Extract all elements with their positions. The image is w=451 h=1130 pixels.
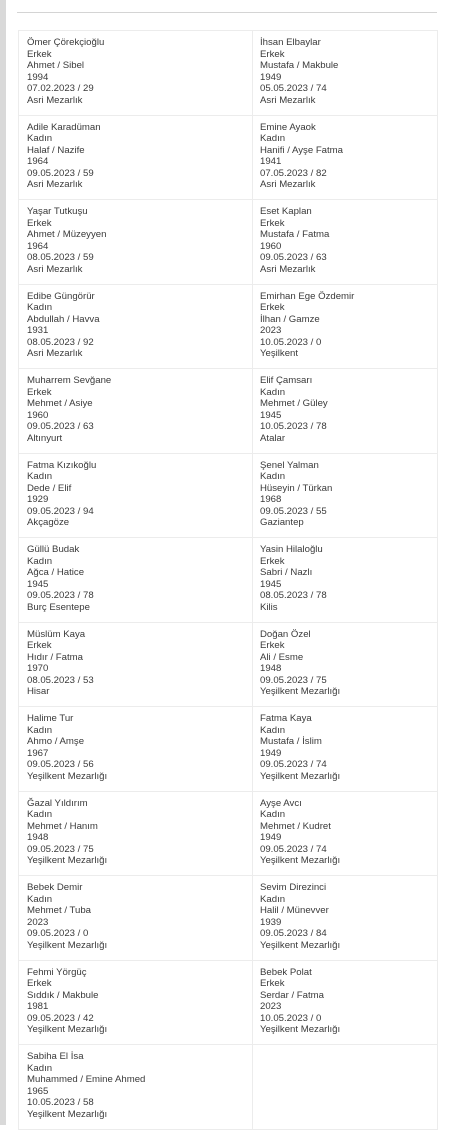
record-card [19, 369, 253, 454]
record-death-date-age: 09.05.2023 / 63 [260, 252, 327, 264]
record-burial-place: Yeşilkent Mezarlığı [260, 855, 341, 867]
record-birth-year: 1941 [260, 156, 282, 168]
record-card [19, 623, 253, 708]
record-birth-year: 1945 [27, 578, 49, 590]
record-parents: Mustafa / İslim [260, 736, 322, 748]
record-gender: Kadın [27, 724, 53, 736]
record-parents: Ağca / Hatice [27, 567, 85, 579]
record-name: Muharrem Sevğane [27, 375, 112, 386]
record-name: Ayşe Avcı [260, 797, 302, 809]
record-name: Güllü Budak [27, 544, 80, 555]
record-birth-year: 1960 [27, 409, 49, 421]
record-burial-place: Yeşilkent Mezarlığı [27, 1108, 108, 1120]
record-card [253, 623, 438, 708]
record-gender: Kadın [260, 471, 286, 483]
record-death-date-age: 07.02.2023 / 29 [27, 83, 94, 95]
record-gender: Kadın [27, 893, 53, 905]
record-birth-year: 1949 [260, 832, 282, 844]
record-card [19, 116, 253, 201]
record-parents: Mehmet / Asiye [27, 398, 93, 410]
record-burial-place: Altınyurt [27, 432, 63, 444]
record-burial-place: Asri Mezarlık [260, 94, 316, 106]
record-burial-place: Yeşilkent Mezarlığı [260, 686, 341, 698]
record-name: Ömer Çörekçioğlu [27, 37, 105, 48]
record-name: Eset Kaplan [260, 206, 312, 217]
record-death-date-age: 09.05.2023 / 74 [260, 759, 327, 771]
record-burial-place: Yeşilkent Mezarlığı [260, 770, 341, 782]
record-parents: Mehmet / Güley [260, 398, 328, 410]
record-burial-place: Asri Mezarlık [27, 348, 83, 360]
record-card [253, 707, 438, 792]
record-birth-year: 1964 [27, 240, 49, 252]
record-death-date-age: 09.05.2023 / 55 [260, 505, 327, 517]
record-death-date-age: 09.05.2023 / 78 [27, 590, 94, 602]
record-card [19, 961, 253, 1046]
record-death-date-age: 08.05.2023 / 59 [27, 252, 94, 264]
record-death-date-age: 09.05.2023 / 75 [260, 674, 327, 686]
record-gender: Kadın [260, 133, 286, 145]
record-burial-place: Atalar [260, 432, 286, 444]
record-burial-place: Asri Mezarlık [27, 94, 83, 106]
record-name: Adile Karadüman [27, 121, 101, 133]
record-parents: Hıdır / Fatma [27, 651, 83, 663]
record-death-date-age: 10.05.2023 / 58 [27, 1097, 94, 1109]
record-death-date-age: 09.05.2023 / 84 [260, 928, 327, 940]
record-death-date-age: 08.05.2023 / 78 [260, 590, 327, 602]
record-gender: Erkek [27, 386, 52, 398]
record-parents: Hüseyin / Türkan [260, 482, 333, 494]
record-card [19, 454, 253, 539]
top-divider [17, 12, 437, 13]
left-edge-strip [0, 0, 6, 1125]
record-birth-year: 2023 [260, 325, 282, 337]
record-name: Doğan Özel [260, 628, 311, 640]
record-card [253, 369, 438, 454]
record-card [253, 285, 438, 370]
record-death-date-age: 09.05.2023 / 56 [27, 759, 94, 771]
record-name: Şenel Yalman [260, 459, 319, 471]
record-gender: Erkek [260, 217, 285, 229]
record-name: Ğazal Yıldırım [27, 797, 88, 809]
record-gender: Kadın [260, 724, 286, 736]
record-parents: Hanifi / Ayşe Fatma [260, 144, 344, 156]
record-name: Sabiha El İsa [27, 1051, 84, 1062]
record-death-date-age: 07.05.2023 / 82 [260, 167, 327, 179]
record-burial-place: Yeşilkent Mezarlığı [260, 939, 341, 951]
record-gender: Kadın [260, 809, 286, 821]
record-burial-place: Asri Mezarlık [27, 263, 83, 275]
record-burial-place: Burç Esentepe [27, 601, 90, 613]
record-card [253, 792, 438, 877]
record-burial-place: Akçagöze [27, 517, 70, 529]
record-parents: Mehmet / Tuba [27, 905, 91, 917]
record-burial-place: Kilis [260, 601, 278, 613]
record-gender: Erkek [27, 48, 52, 60]
record-card [253, 31, 438, 116]
record-burial-place: Asri Mezarlık [260, 179, 316, 191]
record-burial-place: Yeşilkent Mezarlığı [27, 770, 108, 782]
record-birth-year: 1981 [27, 1001, 49, 1013]
record-birth-year: 1965 [27, 1085, 49, 1097]
record-gender: Kadın [27, 1062, 53, 1074]
record-name: Sevim Direzinci [260, 882, 327, 893]
record-death-date-age: 09.05.2023 / 42 [27, 1012, 94, 1024]
record-death-date-age: 09.05.2023 / 74 [260, 843, 327, 855]
record-death-date-age: 08.05.2023 / 53 [27, 674, 94, 686]
record-birth-year: 1945 [260, 409, 282, 421]
record-gender: Kadın [27, 809, 53, 821]
record-parents: Sabri / Nazlı [260, 567, 313, 579]
record-parents: Muhammed / Emine Ahmed [27, 1074, 146, 1086]
record-parents: Mehmet / Hanım [27, 820, 98, 832]
record-birth-year: 1960 [260, 240, 282, 252]
record-birth-year: 1929 [27, 494, 49, 506]
record-card [19, 707, 253, 792]
record-gender: Kadın [260, 386, 286, 398]
empty-cell [253, 1045, 438, 1130]
record-name: Müslüm Kaya [27, 628, 86, 640]
record-gender: Erkek [260, 48, 285, 60]
record-birth-year: 1948 [27, 832, 49, 844]
record-burial-place: Yeşilkent Mezarlığı [27, 855, 108, 867]
record-gender: Kadın [27, 302, 53, 314]
record-name: Fehmi Yörgüç [27, 966, 87, 978]
record-parents: Mustafa / Makbule [260, 60, 339, 72]
record-name: Fatma Kaya [260, 713, 312, 724]
record-card [19, 538, 253, 623]
record-gender: Erkek [27, 978, 52, 990]
record-name: Halime Tur [27, 713, 74, 724]
record-death-date-age: 09.05.2023 / 63 [27, 421, 94, 433]
record-gender: Erkek [260, 302, 285, 314]
record-birth-year: 1939 [260, 916, 282, 928]
record-death-date-age: 09.05.2023 / 94 [27, 505, 94, 517]
record-card [19, 285, 253, 370]
record-death-date-age: 10.05.2023 / 0 [260, 336, 322, 348]
record-name: Edibe Güngörür [27, 290, 95, 302]
record-burial-place: Yeşilkent Mezarlığı [260, 1024, 341, 1036]
record-burial-place: Yeşilkent Mezarlığı [27, 1024, 108, 1036]
records-grid [18, 30, 438, 1130]
record-birth-year: 1948 [260, 663, 282, 675]
record-card [253, 454, 438, 539]
record-gender: Kadın [27, 471, 53, 483]
record-birth-year: 1967 [27, 747, 49, 759]
record-parents: İlhan / Gamze [260, 313, 320, 325]
record-card [253, 961, 438, 1046]
record-birth-year: 1945 [260, 578, 282, 590]
record-name: Bebek Polat [260, 966, 312, 978]
record-name: Bebek Demir [27, 882, 83, 893]
record-death-date-age: 05.05.2023 / 74 [260, 83, 327, 95]
record-birth-year: 1949 [260, 71, 282, 83]
record-parents: Ahmo / Amşe [27, 736, 85, 748]
record-parents: Ahmet / Müzeyyen [27, 229, 107, 241]
record-gender: Erkek [27, 217, 52, 229]
record-parents: Halaf / Nazife [27, 144, 85, 156]
record-gender: Erkek [260, 978, 285, 990]
record-gender: Erkek [27, 640, 52, 652]
record-card [19, 792, 253, 877]
record-parents: Dede / Elif [27, 482, 72, 494]
record-parents: Ali / Esme [260, 651, 304, 663]
record-burial-place: Yeşilkent Mezarlığı [27, 939, 108, 951]
record-gender: Kadın [27, 555, 53, 567]
record-parents: Abdullah / Havva [27, 313, 100, 325]
record-name: İhsan Elbaylar [260, 37, 321, 48]
record-death-date-age: 09.05.2023 / 59 [27, 167, 94, 179]
record-death-date-age: 10.05.2023 / 78 [260, 421, 327, 433]
record-card [253, 538, 438, 623]
record-parents: Halil / Münevver [260, 905, 329, 917]
record-name: Elif Çamsarı [260, 375, 313, 386]
record-birth-year: 1931 [27, 325, 49, 337]
record-birth-year: 2023 [260, 1001, 282, 1013]
record-burial-place: Gaziantep [260, 517, 304, 529]
record-gender: Erkek [260, 555, 285, 567]
record-parents: Ahmet / Sibel [27, 60, 85, 72]
record-name: Yaşar Tutkuşu [27, 206, 88, 217]
record-card [253, 876, 438, 961]
record-death-date-age: 08.05.2023 / 92 [27, 336, 94, 348]
record-card [19, 200, 253, 285]
record-card [19, 1045, 253, 1130]
record-parents: Mustafa / Fatma [260, 229, 330, 241]
record-name: Yasin Hilaloğlu [260, 544, 323, 555]
record-card [19, 876, 253, 961]
record-card [253, 200, 438, 285]
record-death-date-age: 10.05.2023 / 0 [260, 1012, 322, 1024]
record-name: Emirhan Ege Özdemir [260, 290, 355, 302]
record-parents: Sıddık / Makbule [27, 989, 99, 1001]
record-death-date-age: 09.05.2023 / 75 [27, 843, 94, 855]
record-parents: Mehmet / Kudret [260, 820, 331, 832]
record-card [19, 31, 253, 116]
record-gender: Kadın [260, 893, 286, 905]
record-card [253, 116, 438, 201]
record-burial-place: Asri Mezarlık [27, 179, 83, 191]
record-gender: Erkek [260, 640, 285, 652]
record-birth-year: 1970 [27, 663, 49, 675]
record-birth-year: 1949 [260, 747, 282, 759]
record-burial-place: Asri Mezarlık [260, 263, 316, 275]
record-burial-place: Hisar [27, 686, 50, 698]
record-gender: Kadın [27, 133, 53, 145]
record-name: Emine Ayaok [260, 121, 316, 133]
record-name: Fatma Kızıkoğlu [27, 459, 97, 471]
record-birth-year: 1994 [27, 71, 49, 83]
record-birth-year: 1964 [27, 156, 49, 168]
record-birth-year: 1968 [260, 494, 282, 506]
record-burial-place: Yeşilkent [260, 348, 299, 360]
record-parents: Serdar / Fatma [260, 989, 324, 1001]
record-birth-year: 2023 [27, 916, 49, 928]
record-death-date-age: 09.05.2023 / 0 [27, 928, 89, 940]
